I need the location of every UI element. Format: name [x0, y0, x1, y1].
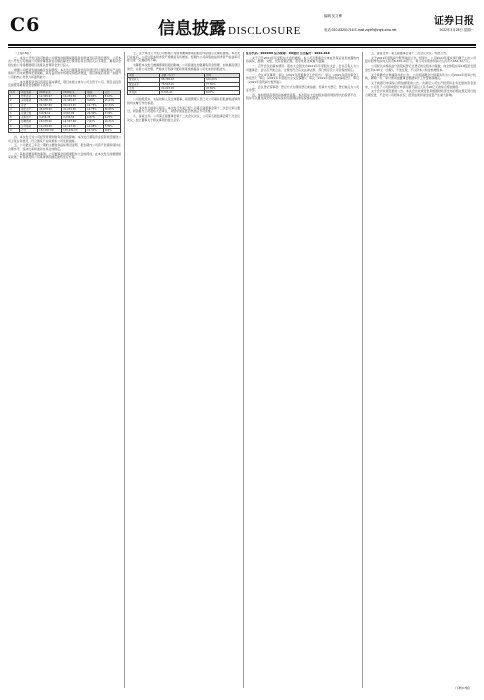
table-cell: 77.50%: [204, 82, 239, 86]
table-cell: 12,345.67: [38, 95, 62, 99]
paragraph: 关于续聘会计师事务所的公告。公司拟续聘会计师事务所为公司2022年度审计机构，聘期一年，审计费用由董事会根据审计工作量协商确定。: [365, 72, 476, 81]
table-cell: 10,123.45: [62, 124, 86, 128]
newspaper-page: [8, 8, 476, 692]
financial-table: [8, 90, 121, 133]
paragraph: 关于召开2021年年度股东大会的通知。本公司及董事会全体成员保证信息披露的内容真实、准确、完整，没有虚假记载、误导性陈述或重大遗漏。: [246, 55, 359, 64]
paragraph: 七、关于本次公开发行可转换公司债券摊薄即期回报的风险提示及填补措施。本次发行完成后，公司总股本和净资产规模将有所增加，短期内公司每股收益和净资产收益率可能出现一定幅度的下降。: [127, 52, 240, 63]
table-header-cell: 2021年末: [38, 90, 62, 94]
table-cell: 100.00%: [204, 78, 239, 82]
table-cell: 12.31%: [86, 128, 103, 132]
paragraph: 公司控股股东、实际控制人及全体董事、高级管理人员已对公司填补回报措施能够得到切实履行作出承诺。: [127, 97, 240, 105]
table-cell: 8.87%: [204, 90, 239, 94]
table-cell: 30,123.45: [62, 103, 86, 107]
masthead-rule-thick: [8, 44, 476, 46]
table-cell: 100%: [103, 128, 120, 132]
masthead-rule-thin: [8, 47, 476, 48]
table-cell: 8: [9, 124, 20, 128]
table-cell: 10.98%: [86, 124, 103, 128]
table-header-cell: 占比: [103, 90, 120, 94]
page-code: C6: [10, 14, 41, 36]
table-cell: 毛利: [128, 86, 160, 90]
table-body: [9, 95, 121, 133]
table-cell: 20.63%: [86, 95, 103, 99]
table-header-cell: 比例: [204, 74, 239, 78]
table-cell: 76,543.21: [160, 82, 205, 86]
table-cell: 98,765.43: [160, 78, 205, 82]
table-cell: 21,345.67: [62, 99, 86, 103]
editors: 编辑 吴文博: [324, 14, 342, 18]
table-cell: 4,567.89: [62, 111, 86, 115]
table-cell: 22.74%: [103, 103, 120, 107]
table-cell: 11,234.56: [38, 124, 62, 128]
table-cell: 10.78%: [86, 107, 103, 111]
paragraph: 二、会议审议事项：审议《2021年度董事会工作报告》；审议《2021年度监事会工作报告》；审议《2021年年度报告全文及摘要》；审议《2021年度财务决算报告》；审议《2021年度利润分配预案》。: [246, 72, 359, 84]
table-cell: 22.50%: [204, 86, 239, 90]
table-cell: 营业成本: [128, 82, 160, 86]
paragraph: 九、备查文件。公司第五届董事会第十二次会议决议；公司第五届监事会第十次会议决议；独立董事关于相关事项的独立意见。: [127, 113, 240, 122]
table-cell: 在建工程: [20, 111, 38, 115]
announcement-header: 证券代码：002XXX 证券简称：XX股份 公告编号：2022-018: [246, 52, 330, 55]
brand-logo: 证券日报: [434, 16, 474, 27]
table-cell: 3.74%: [103, 111, 120, 115]
table-cell: 45,678.90: [38, 107, 62, 111]
table-cell: 4: [9, 107, 20, 111]
table-cell: 7.39%: [103, 124, 120, 128]
table-cell: 23,456.78: [38, 99, 62, 103]
section-title: [158, 14, 301, 39]
table-cell: 合计: [20, 128, 38, 132]
table-cell: 3: [9, 103, 20, 107]
table-row: [9, 128, 121, 132]
contact-info: 电话:010-83251716 E-mail:zqrb9@zqrb.sina.net: [324, 28, 397, 32]
paragraph: 根据公司经营发展战略及实际情况，本次发行募集资金投资项目符合国家相关产业政策和公司未来整体发展战略，具有良好的市场前景和经济效益，项目建成后将进一步提升公司的核心竞争力和盈利能力。: [8, 67, 121, 79]
table-header-cell: 项目名称: [20, 90, 38, 94]
column-3: [246, 52, 359, 688]
table-cell: 3,456.78: [38, 116, 62, 120]
column-1: [8, 52, 121, 688]
table-cell: 应付账款: [20, 124, 38, 128]
table-cell: 3,234.56: [62, 116, 86, 120]
table-cell: 6: [9, 116, 20, 120]
table-cell: 9: [9, 128, 20, 132]
table-cell: 41,234.56: [62, 107, 86, 111]
masthead-meta: [324, 12, 474, 38]
paragraph: 关于会计政策变更的公告。本次会计政策变更是根据财政部发布的相关规定进行的合理变更，不会对公司财务状况、经营成果和现金流量产生重大影响。: [365, 89, 476, 97]
table-cell: 30.05%: [103, 107, 120, 111]
table-cell: 15.43%: [103, 99, 120, 103]
table-cell: 22,222.22: [160, 86, 205, 90]
paragraph: 二、本次公开发行的可转换公司债券存续期间募集资金用途及投资项目情况。公司本次公开发行可转换公司债券募集资金总额扣除发行费用后将全部投入以下项目，募集资金到位前公司将根据项目进度以自筹资金先行投入。: [8, 55, 121, 67]
table-cell: 14,567.89: [62, 120, 86, 124]
table-cell: 5: [9, 111, 20, 115]
table-cell: 15,678.90: [38, 120, 62, 124]
column-2: [127, 52, 240, 688]
table-cell: 5,678.12: [38, 111, 62, 115]
table-cell: 7: [9, 120, 20, 124]
table-cell: 存货: [20, 103, 38, 107]
table-header-cell: 增减: [86, 90, 103, 94]
table-cell: 9.89%: [86, 99, 103, 103]
paragraph: 为降低本次发行摊薄即期回报的影响，公司拟通过加强募集资金管理、加快募投项目建设、完善公司治理、严格执行利润分配政策等措施提高公司未来的回报能力。: [127, 62, 240, 71]
table-header-cell: 项目: [128, 74, 160, 78]
paragraph: 关于向银行申请综合授信额度的公告。为满足公司生产经营和业务发展的资金需求，公司及子公司拟向银行申请总额不超过人民币10亿元的综合授信额度。: [365, 80, 476, 89]
table-cell: 8,765.43: [160, 90, 205, 94]
table-cell: 2.27%: [103, 116, 120, 120]
table-cell: 152,097.60: [38, 128, 62, 132]
paragraph: 四、参加网络投票的具体操作流程：本次股东大会向股东提供网络形式的投票平台，股东可以通过深交所交易系统和互联网投票系统参加投票。: [246, 92, 359, 101]
paragraph: 六、其他需要说明的事项。公司董事会将根据股东大会的授权，在本次发行前根据国家政策、市场状况和公司具体情况确定最终发行方案。: [8, 151, 121, 160]
income-table: [127, 73, 240, 95]
table-cell: 1: [9, 95, 20, 99]
issue-date: 2022年3月28日 星期一: [439, 28, 474, 32]
table-header-cell: 序号: [9, 90, 20, 94]
paragraph: 五、备查文件：第五届董事会第十二次会议决议。特此公告。: [371, 52, 450, 55]
table-cell: 8.12%: [103, 95, 120, 99]
table-cell: 135,432.03: [62, 128, 86, 132]
paragraph: 一、召开会议的基本情况：股东大会届次为2021年年度股东大会；会议召集人为公司董事会；会议召开的合法、合规性符合有关法律法规、部门规章及公司章程的规定。: [246, 64, 359, 72]
paragraph: 八、本次发行的审议程序。本次发行方案已经公司第五届董事会第十二次会议审议通过，尚需提交公司股东大会审议，并经中国证监会核准后方可实施。: [127, 105, 240, 114]
table-cell: 短期借款: [20, 120, 38, 124]
table-cell: 固定资产: [20, 107, 38, 111]
table-header-cell: 2020年末: [62, 90, 86, 94]
table-cell: 货币资金: [20, 95, 38, 99]
paragraph: 三、会议登记等事项：登记方式为现场登记或信函、传真方式登记；登记地点为公司证券部。: [246, 84, 359, 93]
table-row: [128, 90, 240, 94]
paragraph: 三、本次募集资金投资项目基本情况，项目实施主体为公司全资子公司，项目总投资及拟使用募集资金金额如下表所示。: [8, 79, 121, 88]
table-cell: 14.75%: [86, 103, 103, 107]
masthead: [8, 8, 476, 42]
section-title-en: DISCLOSURE: [228, 25, 301, 37]
table-cell: 净利润: [128, 90, 160, 94]
table-cell: 应收账款: [20, 99, 38, 103]
table-header-cell: 金额（万元）: [160, 74, 205, 78]
paragraph: 五、公司最近三年及一期的主要财务指标情况说明，报告期内公司资产负债率保持在合理水平，流动比率和速动比率总体稳定。: [8, 143, 121, 151]
table-cell: 营业收入: [128, 78, 160, 82]
table-body: [128, 78, 240, 95]
table-cell: 34,567.89: [38, 103, 62, 107]
table-cell: 10.31%: [103, 120, 120, 124]
paragraph: 公司拟以实施权益分派股权登记日登记的总股本为基数，向全体股东每10股派发现金红利1.00元（含税），不送红股，不以资本公积金转增股本。: [365, 64, 476, 72]
article-columns: [8, 52, 476, 688]
paragraph: 四、本次发行对公司经营管理和财务状况的影响。本次发行募集资金投资项目围绕公司主营业务展开，符合国家产业政策和公司发展战略。: [8, 134, 121, 143]
table-cell: 7.63%: [86, 120, 103, 124]
table-cell: 无形资产: [20, 116, 38, 120]
table-cell: 10,234.56: [62, 95, 86, 99]
paragraph: 关于2021年度利润分配预案的公告。经审计，公司2021年度实现归属于上市公司股东的净利润为人民币8,765.43万元，母公司实现净利润为人民币7,654.32万元。: [365, 55, 476, 64]
continuation-note: （下转C7版）: [452, 686, 472, 690]
section-title-cn: 信息披露: [158, 19, 226, 39]
column-4: [365, 52, 476, 688]
table-cell: 24.30%: [86, 111, 103, 115]
table-cell: 2: [9, 99, 20, 103]
paragraph: （上接C5版）: [14, 52, 33, 55]
table-cell: 6.87%: [86, 116, 103, 120]
